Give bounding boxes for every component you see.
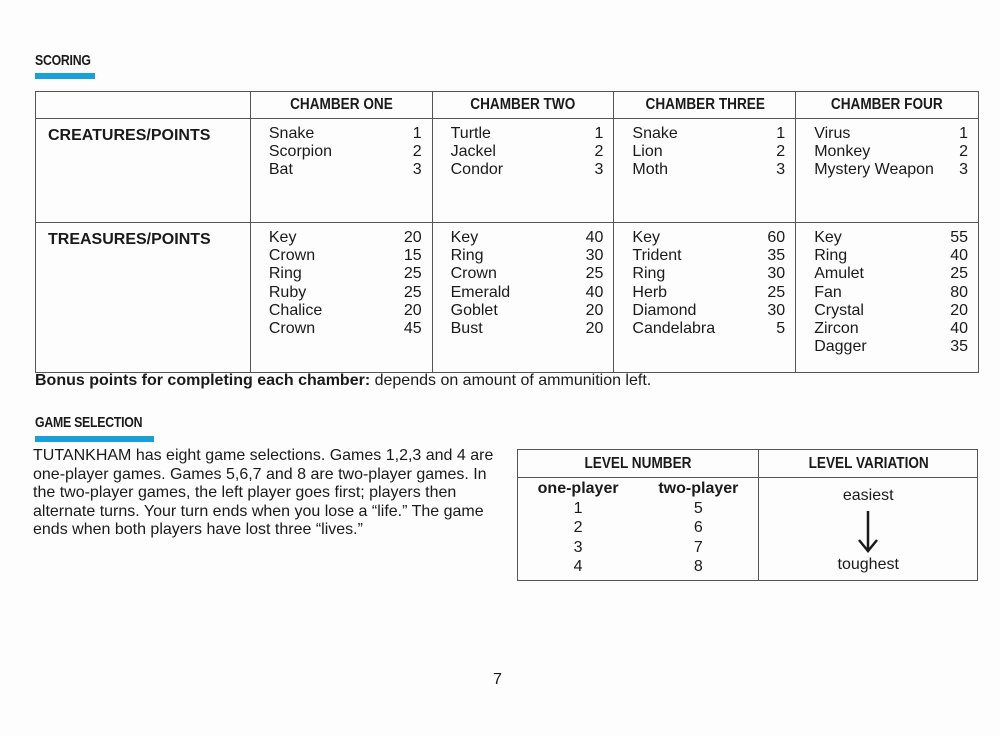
- entry-points: 2: [412, 143, 422, 161]
- column-header: CHAMBER FOUR: [796, 92, 979, 119]
- score-entry: [451, 320, 604, 338]
- entry-points: 1: [776, 125, 786, 142]
- entry-points: 55: [950, 229, 968, 246]
- easiest-label: easiest: [842, 487, 894, 504]
- entry-points: 35: [767, 247, 786, 265]
- two-player-level: 5: [693, 499, 703, 517]
- score-entry: [451, 284, 604, 302]
- score-entry: [269, 302, 422, 320]
- entry-name: Ruby: [268, 283, 307, 301]
- one-player-level: 3: [573, 538, 583, 556]
- creatures-cell: [250, 119, 432, 223]
- score-entry: [632, 229, 785, 247]
- score-entry: [632, 284, 785, 302]
- entry-name: Moth: [632, 161, 668, 179]
- creatures-row-label: CREATURES/POINTS: [36, 119, 251, 223]
- entry-name: Amulet: [814, 265, 864, 283]
- one-player-label: one-player: [537, 480, 619, 497]
- scoring-heading-underline: [35, 73, 95, 79]
- score-entry: [269, 320, 422, 338]
- entry-points: 25: [950, 265, 968, 283]
- one-player-level: 1: [573, 499, 583, 517]
- score-entry: [814, 161, 968, 179]
- entry-points: 45: [403, 320, 422, 338]
- two-player-level: 6: [693, 519, 703, 537]
- entry-name: Snake: [268, 125, 315, 142]
- entry-points: 25: [403, 265, 422, 283]
- entry-points: 2: [959, 143, 968, 161]
- bonus-points-label: Bonus points for completing each chamber:: [35, 372, 371, 389]
- entry-name: Fan: [814, 283, 842, 301]
- scoring-heading: SCORING: [35, 52, 91, 69]
- level-body-row: [518, 478, 978, 581]
- game-selection-paragraph: TUTANKHAM has eight game selections. Games 1,2,3 and 4 are one-player games. Games 5,6,7 and 8 are two-player games. In the two-player games, the left player goes first; players then alternate turns. Your turn ends when you lose a “life.” The game ends when both players have lost three “lives.”: [33, 447, 494, 538]
- entry-points: 3: [776, 161, 786, 179]
- entry-name: Key: [268, 229, 297, 246]
- score-entry: [269, 161, 422, 179]
- entry-points: 2: [776, 143, 786, 161]
- score-entry: [814, 265, 968, 283]
- two-player-label: two-player: [658, 480, 739, 497]
- entry-points: 1: [594, 125, 604, 142]
- score-entry: [632, 125, 785, 143]
- entry-points: 80: [950, 283, 968, 301]
- score-entry: [269, 265, 422, 283]
- score-entry: [814, 302, 968, 320]
- entry-name: Key: [814, 229, 842, 246]
- level-variation-header: LEVEL VARIATION: [759, 450, 978, 478]
- entry-name: Bat: [268, 161, 293, 179]
- treasures-cell: [614, 223, 796, 373]
- entry-points: 30: [767, 301, 786, 319]
- entry-name: Chalice: [268, 301, 323, 319]
- level-header-row: [518, 450, 978, 478]
- score-entry: [451, 229, 604, 247]
- score-entry: [269, 125, 422, 143]
- treasures-cell: [250, 223, 432, 373]
- column-header: CHAMBER THREE: [614, 92, 796, 119]
- score-entry: [269, 229, 422, 247]
- score-entry: [814, 320, 968, 338]
- score-entry: [632, 320, 785, 338]
- score-entry: [451, 143, 604, 161]
- score-entry: [632, 302, 785, 320]
- page-number: 7: [493, 671, 502, 688]
- score-entry: [632, 247, 785, 265]
- column-header: CHAMBER ONE: [250, 92, 432, 119]
- level-number-grid: [518, 479, 758, 577]
- entry-name: Crown: [268, 247, 316, 265]
- score-entry: [269, 284, 422, 302]
- entry-points: 5: [776, 320, 786, 338]
- game-selection-heading-underline: [35, 436, 154, 442]
- one-player-level: 2: [573, 519, 583, 537]
- entry-name: Trident: [632, 247, 682, 265]
- treasures-row-label: TREASURES/POINTS: [36, 223, 251, 373]
- entry-points: 1: [959, 125, 968, 142]
- entry-name: Candelabra: [632, 320, 716, 338]
- entry-name: Ring: [814, 247, 848, 265]
- score-entry: [814, 247, 968, 265]
- entry-name: Mystery Weapon: [814, 161, 934, 179]
- entry-name: Zircon: [814, 320, 859, 338]
- bonus-points-line: [35, 372, 651, 390]
- score-entry: [632, 143, 785, 161]
- score-entry: [269, 143, 422, 161]
- entry-points: 15: [403, 247, 422, 265]
- entry-name: Goblet: [450, 301, 498, 319]
- entry-points: 20: [585, 320, 604, 338]
- entry-points: 3: [959, 161, 968, 179]
- treasures-cell: [796, 223, 979, 373]
- entry-name: Bust: [450, 320, 483, 338]
- entry-name: Turtle: [450, 125, 491, 142]
- treasures-cell: [432, 223, 614, 373]
- two-player-level: 8: [693, 558, 703, 576]
- entry-name: Virus: [814, 125, 851, 142]
- entry-name: Herb: [632, 283, 668, 301]
- entry-points: 20: [403, 301, 422, 319]
- score-entry: [632, 161, 785, 179]
- entry-name: Crown: [268, 320, 316, 338]
- two-player-level: 7: [693, 538, 703, 556]
- creatures-cell: [796, 119, 979, 223]
- creatures-cell: [432, 119, 614, 223]
- entry-points: 25: [403, 283, 422, 301]
- game-selection-heading: GAME SELECTION: [35, 414, 143, 431]
- entry-points: 20: [403, 229, 422, 246]
- entry-points: 2: [594, 143, 604, 161]
- entry-points: 20: [585, 301, 604, 319]
- score-entry: [632, 265, 785, 283]
- entry-points: 30: [767, 265, 786, 283]
- score-entry: [814, 229, 968, 247]
- entry-name: Ring: [268, 265, 302, 283]
- entry-points: 1: [412, 125, 422, 142]
- entry-name: Ring: [450, 247, 484, 265]
- entry-points: 40: [950, 247, 968, 265]
- entry-name: Emerald: [450, 283, 511, 301]
- scoring-corner-cell: [36, 92, 251, 119]
- entry-points: 40: [585, 229, 604, 246]
- score-entry: [814, 284, 968, 302]
- down-arrow-icon: [856, 511, 880, 553]
- entry-points: 20: [950, 301, 968, 319]
- entry-name: Key: [450, 229, 479, 246]
- score-entry: [451, 125, 604, 143]
- toughest-label: toughest: [837, 556, 899, 573]
- entry-name: Crown: [450, 265, 497, 283]
- entry-name: Scorpion: [268, 143, 333, 161]
- entry-points: 30: [585, 247, 604, 265]
- level-table: [517, 449, 978, 581]
- entry-points: 3: [412, 161, 422, 179]
- entry-points: 25: [585, 265, 604, 283]
- score-entry: [269, 247, 422, 265]
- score-entry: [814, 338, 968, 356]
- column-header: CHAMBER TWO: [432, 92, 614, 119]
- entry-points: 60: [767, 229, 786, 246]
- entry-name: Crystal: [814, 301, 864, 319]
- entry-points: 35: [950, 338, 968, 356]
- entry-name: Monkey: [814, 143, 871, 161]
- entry-name: Snake: [632, 125, 678, 142]
- entry-points: 40: [585, 283, 604, 301]
- score-entry: [451, 161, 604, 179]
- score-entry: [451, 265, 604, 283]
- score-entry: [451, 302, 604, 320]
- entry-name: Ring: [632, 265, 666, 283]
- entry-name: Key: [632, 229, 660, 246]
- entry-points: 3: [594, 161, 604, 179]
- entry-points: 40: [950, 320, 968, 338]
- one-player-level: 4: [573, 558, 583, 576]
- score-entry: [814, 125, 968, 143]
- treasures-row: [36, 223, 979, 373]
- entry-name: Diamond: [632, 301, 697, 319]
- bonus-points-text: depends on amount of ammunition left.: [370, 372, 652, 389]
- score-entry: [814, 143, 968, 161]
- creatures-cell: [614, 119, 796, 223]
- entry-points: 25: [767, 283, 786, 301]
- level-number-header: LEVEL NUMBER: [518, 450, 759, 478]
- entry-name: Lion: [632, 143, 663, 161]
- entry-name: Dagger: [814, 338, 867, 356]
- level-variation-cell: [759, 478, 978, 581]
- creatures-row: [36, 119, 979, 223]
- level-number-cell: [518, 478, 759, 581]
- scoring-header-row: [36, 92, 979, 119]
- scoring-table: [35, 91, 979, 373]
- entry-name: Condor: [450, 161, 504, 179]
- score-entry: [451, 247, 604, 265]
- entry-name: Jackel: [450, 143, 496, 161]
